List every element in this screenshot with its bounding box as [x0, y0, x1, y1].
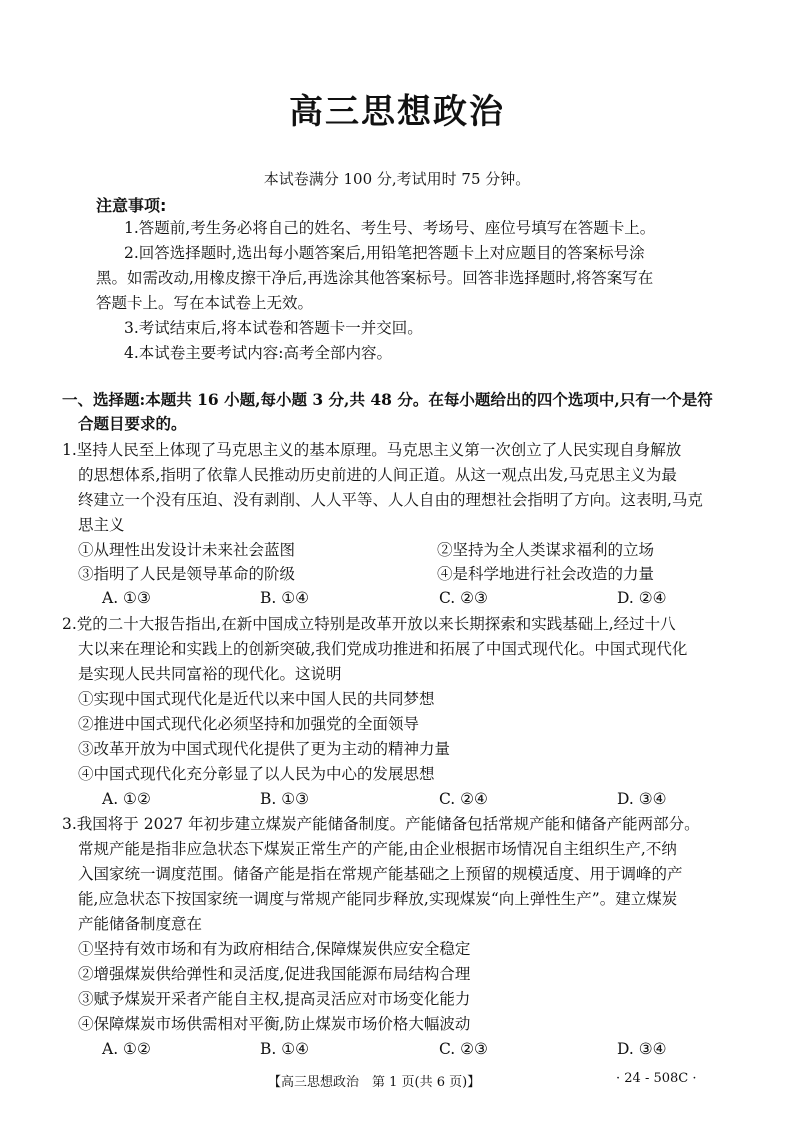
- question-1-stem: 思主义: [78, 516, 125, 534]
- page-title: 高三思想政治: [289, 92, 505, 132]
- notice-heading: 注意事项:: [96, 196, 167, 215]
- question-3-stem: 入国家统一调度范围。储备产能是指在常规产能基础之上预留的规模适度、用于调峰的产: [78, 865, 683, 883]
- q1-choice-d[interactable]: D. ②④: [617, 589, 667, 607]
- exam-info: 本试卷满分 100 分,考试用时 75 分钟。: [263, 170, 531, 188]
- q1-choice-a[interactable]: A. ①③: [102, 589, 151, 607]
- question-2-stem: 是实现人民共同富裕的现代化。这说明: [78, 665, 342, 683]
- question-3-stem: 能,应急状态下按国家统一调度与常规产能同步释放,实现煤炭“向上弹性生产”。建立煤炭: [78, 890, 678, 908]
- q1-item-2: ②坚持为全人类谋求福利的立场: [437, 541, 655, 559]
- notice-line: 黑。如需改动,用橡皮擦干净后,再选涂其他答案标号。回答非选择题时,将答案写在: [96, 269, 654, 287]
- q2-choice-a[interactable]: A. ①②: [102, 790, 151, 808]
- q3-choice-d[interactable]: D. ③④: [617, 1040, 667, 1058]
- question-3-stem: 常规产能是指非应急状态下煤炭正常生产的产能,由企业根据市场情况自主组织生产,不纳: [78, 840, 677, 858]
- page-footer: 【高三思想政治 第 1 页(共 6 页)】: [268, 1075, 481, 1090]
- section-heading-cont: 合题目要求的。: [78, 414, 187, 433]
- question-1-stem: 的思想体系,指明了依靠人民推动历史前进的人间正道。从这一观点出发,马克思主义为最: [78, 466, 677, 484]
- q2-item-3: ③改革开放为中国式现代化提供了更为主动的精神力量: [78, 740, 451, 758]
- question-3-stem: 3.我国将于 2027 年初步建立煤炭产能储备制度。产能储备包括常规产能和储备产能两部分。: [62, 815, 700, 833]
- q2-choice-c[interactable]: C. ②④: [439, 790, 488, 808]
- q3-choice-c[interactable]: C. ②③: [439, 1040, 488, 1058]
- q1-item-1: ①从理性出发设计未来社会蓝图: [78, 541, 296, 559]
- question-1-stem: 1.坚持人民至上体现了马克思主义的基本原理。马克思主义第一次创立了人民实现自身解放: [62, 441, 682, 459]
- notice-line: 1.答题前,考生务必将自己的姓名、考生号、考场号、座位号填写在答题卡上。: [124, 219, 656, 237]
- question-2-stem: 2.党的二十大报告指出,在新中国成立特别是改革开放以来长期探索和实践基础上,经过十八: [62, 615, 676, 633]
- q1-item-4: ④是科学地进行社会改造的力量: [437, 565, 655, 583]
- notice-line: 2.回答选择题时,选出每小题答案后,用铅笔把答题卡上对应题目的答案标号涂: [124, 244, 645, 262]
- question-2-stem: 大以来在理论和实践上的创新突破,我们党成功推进和拓展了中国式现代化。中国式现代化: [78, 640, 688, 658]
- q3-item-4: ④保障煤炭市场供需相对平衡,防止煤炭市场价格大幅波动: [78, 1015, 471, 1033]
- q3-item-1: ①坚持有效市场和有为政府相结合,保障煤炭供应安全稳定: [78, 940, 471, 958]
- q1-item-3: ③指明了人民是领导革命的阶级: [78, 565, 296, 583]
- question-3-stem: 产能储备制度意在: [78, 915, 203, 933]
- q3-choice-b[interactable]: B. ①④: [260, 1040, 310, 1058]
- q1-choice-c[interactable]: C. ②③: [439, 589, 488, 607]
- q2-choice-d[interactable]: D. ③④: [617, 790, 667, 808]
- q2-item-1: ①实现中国式现代化是近代以来中国人民的共同梦想: [78, 690, 435, 708]
- notice-line: 4.本试卷主要考试内容:高考全部内容。: [124, 344, 393, 362]
- q1-choice-b[interactable]: B. ①④: [260, 589, 310, 607]
- notice-line: 3.考试结束后,将本试卷和答题卡一并交回。: [124, 319, 423, 337]
- notice-line: 答题卡上。写在本试卷上无效。: [96, 294, 314, 312]
- q3-item-2: ②增强煤炭供给弹性和灵活度,促进我国能源布局结构合理: [78, 965, 471, 983]
- q3-choice-a[interactable]: A. ①②: [102, 1040, 151, 1058]
- q2-choice-b[interactable]: B. ①③: [260, 790, 310, 808]
- section-heading: 一、选择题:本题共 16 小题,每小题 3 分,共 48 分。在每小题给出的四个选项中,只有一个是符: [62, 390, 713, 409]
- q2-item-4: ④中国式现代化充分彰显了以人民为中心的发展思想: [78, 765, 435, 783]
- q2-item-2: ②推进中国式现代化必须坚持和加强党的全面领导: [78, 715, 420, 733]
- question-1-stem: 终建立一个没有压迫、没有剥削、人人平等、人人自由的理想社会指明了方向。这表明,马克: [78, 491, 703, 509]
- q3-item-3: ③赋予煤炭开采者产能自主权,提高灵活应对市场变化能力: [78, 990, 471, 1008]
- exam-code: · 24 - 508C ·: [616, 1071, 697, 1086]
